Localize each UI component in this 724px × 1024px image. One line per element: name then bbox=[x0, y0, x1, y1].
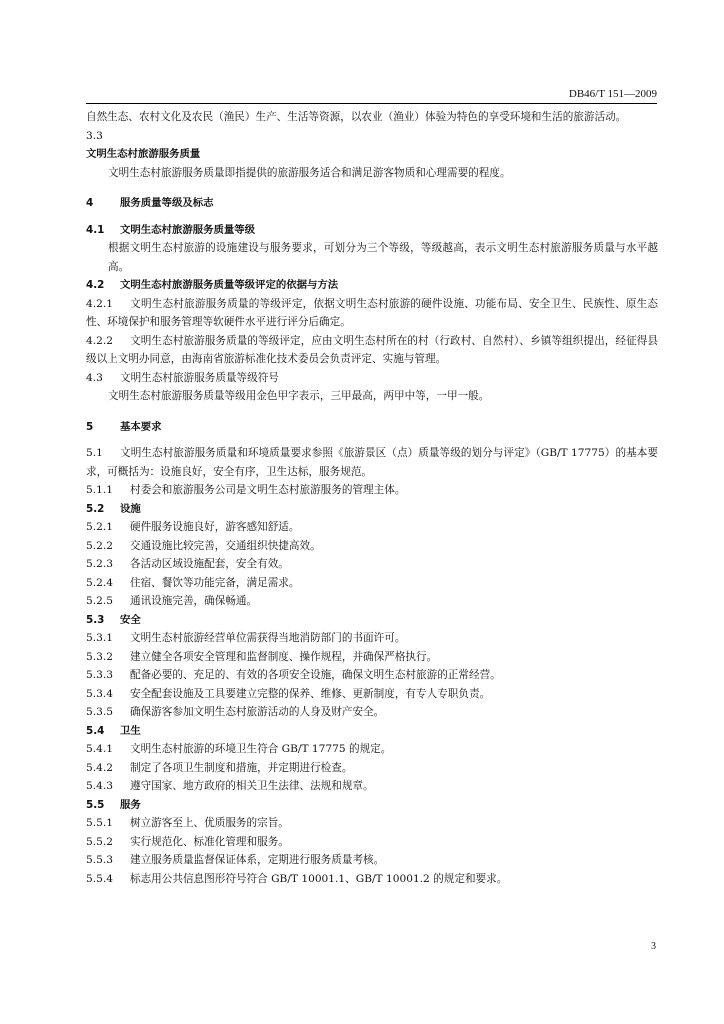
clause-number: 4.3 bbox=[86, 371, 103, 384]
clause-number: 5.2.2 bbox=[86, 539, 113, 552]
clause-text: 配备必要的、充足的、有效的各项安全设施，确保文明生态村旅游的正常经营。 bbox=[130, 669, 501, 681]
clause-text: 安全配套设施及工具要建立完整的保养、维修、更新制度，有专人专职负责。 bbox=[130, 687, 491, 700]
clause-number: 4.1 bbox=[86, 223, 105, 236]
clause-number: 5.4.2 bbox=[86, 761, 113, 774]
clause-number: 5.1.1 bbox=[86, 484, 113, 496]
clause-5-5-3 bbox=[86, 851, 658, 870]
section-title: 基本要求 bbox=[120, 420, 162, 433]
clause-text: 各活动区域设施配套，安全有效。 bbox=[130, 558, 289, 570]
clause-text: 建立健全各项安全管理和监督制度、操作规程，并确保严格执行。 bbox=[130, 650, 438, 663]
clause-title: 文明生态村旅游服务质量等级 bbox=[120, 223, 256, 236]
clause-5-3-2 bbox=[86, 648, 658, 667]
clause-text: 制定了各项卫生制度和措施，并定期进行检查。 bbox=[130, 761, 353, 774]
clause-5-1-1 bbox=[86, 481, 658, 500]
clause-5-5-2 bbox=[86, 833, 658, 852]
clause-5-3-4 bbox=[86, 685, 658, 704]
clause-text: 实行规范化、标准化管理和服务。 bbox=[130, 835, 289, 848]
clause-number: 5.5.3 bbox=[86, 854, 113, 866]
section-heading-5 bbox=[86, 418, 658, 437]
clause-title: 安全 bbox=[120, 613, 141, 626]
clause-text: 确保游客参加文明生态村旅游活动的人身及财产安全。 bbox=[130, 706, 385, 718]
document-code: DB46/T 151—2009 bbox=[568, 88, 657, 100]
clause-text: 文明生态村旅游的环境卫生符合 GB/T 17775 的规定。 bbox=[130, 743, 392, 755]
clause-title: 服务 bbox=[120, 798, 141, 811]
clause-5-4-3 bbox=[86, 777, 658, 796]
clause-number: 5.1 bbox=[86, 447, 103, 459]
clause-text: 建立服务质量监督保证体系，定期进行服务质量考核。 bbox=[130, 854, 385, 866]
clause-text: 文明生态村旅游服务质量等级符号 bbox=[120, 371, 279, 384]
section-title: 服务质量等级及标志 bbox=[120, 197, 214, 209]
section-number: 5 bbox=[86, 420, 94, 433]
clause-title: 设施 bbox=[120, 502, 141, 515]
clause-number: 5.5.1 bbox=[86, 817, 113, 829]
clause-text: 文明生态村旅游服务质量的等级评定，依据文明生态村旅游的硬件设施、功能布局、安全卫生、民族性、原生态性、环境保护和服务管理等软硬件水平进行评分后确定。 bbox=[86, 297, 658, 328]
clause-5-2-2 bbox=[86, 537, 658, 556]
clause-5-2-5 bbox=[86, 592, 658, 611]
clause-text: 村委会和旅游服务公司是文明生态村旅游服务的管理主体。 bbox=[130, 484, 406, 496]
clause-number: 5.5 bbox=[86, 798, 105, 811]
clause-5-5-4 bbox=[86, 870, 658, 889]
clause-text: 文明生态村旅游服务质量的等级评定，应由文明生态村所在的村（行政村、自然村）、乡镇等组织提出，经征得县级以上文明办同意，由海南省旅游标准化技术委员会负责评定、实施与管理。 bbox=[86, 334, 658, 365]
term-number: 3.3 bbox=[86, 129, 103, 142]
clause-paragraph: 文明生态村旅游服务质量等级用金色甲字表示，三甲最高，两甲中等，一甲一般。 bbox=[108, 390, 490, 402]
clause-number: 5.2.3 bbox=[86, 558, 113, 570]
clause-text: 硬件服务设施良好，游客感知舒适。 bbox=[130, 521, 300, 533]
clause-text: 树立游客至上、优质服务的宗旨。 bbox=[130, 817, 289, 829]
clause-number: 5.5.4 bbox=[86, 872, 113, 885]
clause-5-1 bbox=[86, 444, 658, 481]
clause-4-2-2 bbox=[86, 332, 658, 369]
clause-number: 5.2.4 bbox=[86, 576, 113, 589]
page-number: 3 bbox=[651, 941, 656, 952]
term-definition: 文明生态村旅游服务质量即指提供的旅游服务适合和满足游客物质和心理需要的程度。 bbox=[108, 166, 511, 179]
clause-number: 5.4.3 bbox=[86, 780, 113, 792]
clause-heading-5-5 bbox=[86, 796, 658, 815]
clause-number: 5.3.1 bbox=[86, 632, 113, 644]
clause-number: 5.4.1 bbox=[86, 743, 113, 755]
clause-heading-5-3 bbox=[86, 611, 658, 630]
clause-5-5-1 bbox=[86, 814, 658, 833]
clause-text: 遵守国家、地方政府的相关卫生法律、法规和规章。 bbox=[130, 780, 374, 792]
clause-5-3-3 bbox=[86, 666, 658, 685]
clause-number: 5.3 bbox=[86, 613, 105, 626]
clause-number: 5.2 bbox=[86, 502, 105, 515]
clause-heading-4-1 bbox=[86, 221, 658, 240]
clause-5-4-1 bbox=[86, 740, 658, 759]
clause-title: 卫生 bbox=[120, 724, 141, 737]
clause-4-3 bbox=[86, 369, 658, 388]
clause-number: 5.5.2 bbox=[86, 835, 113, 848]
clause-number: 5.3.4 bbox=[86, 687, 113, 700]
clause-text: 通讯设施完善，确保畅通。 bbox=[130, 595, 258, 607]
clause-text: 文明生态村旅游经营单位需获得当地消防部门的书面许可。 bbox=[130, 632, 406, 644]
clause-number: 5.2.5 bbox=[86, 595, 113, 607]
term-title: 文明生态村旅游服务质量 bbox=[86, 148, 201, 160]
section-number: 4 bbox=[86, 197, 94, 209]
clause-5-3-1 bbox=[86, 629, 658, 648]
section-heading-4 bbox=[86, 194, 658, 213]
clause-paragraph: 根据文明生态村旅游的设施建设与服务要求，可划分为三个等级，等级越高，表示文明生态村旅游服务质量与水平越高。 bbox=[108, 242, 658, 273]
clause-number: 4.2.1 bbox=[86, 297, 113, 310]
clause-number: 4.2.2 bbox=[86, 334, 113, 347]
clause-4-2-1 bbox=[86, 295, 658, 332]
clause-title: 文明生态村旅游服务质量等级评定的依据与方法 bbox=[120, 279, 339, 291]
clause-heading-5-2 bbox=[86, 500, 658, 519]
clause-number: 4.2 bbox=[86, 279, 105, 291]
paragraph-continuation: 自然生态、农村文化及农民（渔民）生产、生活等资源，以农业（渔业）体验为特色的享受环境和生活的旅游活动。 bbox=[86, 111, 627, 123]
clause-number: 5.2.1 bbox=[86, 521, 113, 533]
clause-text: 交通设施比较完善，交通组织快捷高效。 bbox=[130, 539, 321, 552]
clause-5-4-2 bbox=[86, 759, 658, 778]
clause-heading-4-2 bbox=[86, 276, 658, 295]
clause-text: 标志用公共信息图形符号符合 GB/T 10001.1、GB/T 10001.2 的规定和要求。 bbox=[130, 872, 508, 885]
clause-heading-5-4 bbox=[86, 722, 658, 741]
clause-5-2-3 bbox=[86, 555, 658, 574]
clause-number: 5.3.5 bbox=[86, 706, 113, 718]
clause-text: 住宿、餐饮等功能完备，满足需求。 bbox=[130, 576, 300, 589]
clause-text: 文明生态村旅游服务质量和环境质量要求参照《旅游景区（点）质量等级的划分与评定》（GB/T 17775）的基本要求，可概括为：设施良好，安全有序，卫生达标，服务规范。 bbox=[86, 447, 658, 478]
document-body bbox=[86, 108, 658, 888]
clause-number: 5.3.3 bbox=[86, 669, 113, 681]
clause-number: 5.4 bbox=[86, 724, 105, 737]
clause-5-2-4 bbox=[86, 574, 658, 593]
header-rule bbox=[86, 103, 657, 104]
clause-5-3-5 bbox=[86, 703, 658, 722]
clause-5-2-1 bbox=[86, 518, 658, 537]
clause-number: 5.3.2 bbox=[86, 650, 113, 663]
